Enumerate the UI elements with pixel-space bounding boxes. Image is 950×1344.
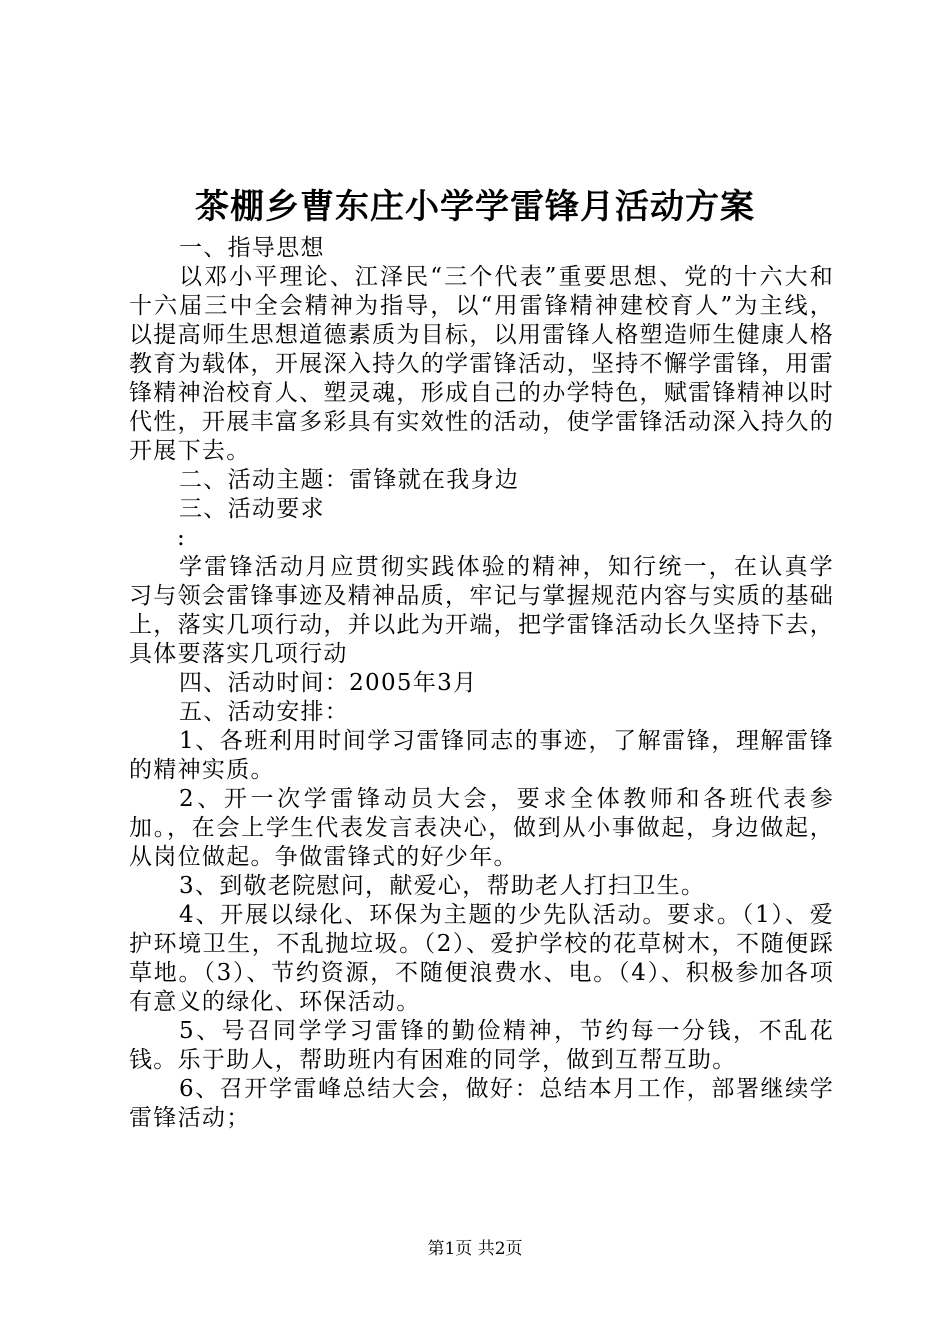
list-item: 3、到敬老院慰问，献爱心，帮助老人打扫卫生。 bbox=[179, 873, 706, 899]
document-title: 茶棚乡曹东庄小学学雷锋月活动方案 bbox=[195, 187, 755, 227]
paragraph-requirements: 学雷锋活动月应贯彻实践体验的精神，知行统一，在认真学习与领会雷锋事迹及精神品质，牢记与掌握规范内容与实质的基础上，落实几项行动，并以此为开端，把学雷锋活动长久坚持下去，具体要落实几项行动 bbox=[129, 554, 834, 667]
document-body bbox=[129, 234, 834, 1133]
section-heading-theme: 二、活动主题：雷锋就在我身边 bbox=[179, 467, 520, 493]
section-heading-time: 四、活动时间：2005年3月 bbox=[179, 670, 478, 696]
list-item: 1、各班利用时间学习雷锋同志的事迹，了解雷锋，理解雷锋的精神实质。 bbox=[129, 728, 834, 783]
list-item: 2、开一次学雷锋动员大会，要求全体教师和各班代表参加。，在会上学生代表发言表决心，做到从小事做起，身边做起，从岗位做起。争做雷锋式的好少年。 bbox=[129, 786, 834, 870]
stray-colon: : bbox=[177, 525, 187, 551]
section-heading-guiding-thought: 一、指导思想 bbox=[179, 235, 325, 261]
list-item: 5、号召同学学习雷锋的勤俭精神，节约每一分钱，不乱花钱。乐于助人，帮助班内有困难的同学，做到互帮互助。 bbox=[129, 1018, 834, 1073]
list-item: 4、开展以绿化、环保为主题的少先队活动。要求。（1）、爱护环境卫生，不乱抛垃圾。（2）、爱护学校的花草树木，不随便踩草地。（3）、节约资源，不随便浪费水、电。（4）、积极参加各项有意义的绿化、环保活动。 bbox=[129, 902, 834, 1015]
section-heading-arrangement: 五、活动安排： bbox=[179, 699, 350, 725]
page-number-footer: 第1页 共2页 bbox=[427, 1239, 523, 1259]
list-item: 6、召开学雷峰总结大会，做好：总结本月工作，部署继续学雷锋活动； bbox=[129, 1076, 834, 1131]
paragraph-guiding-thought: 以邓小平理论、江泽民“三个代表”重要思想、党的十六大和十六届三中全会精神为指导，以“用雷锋精神建校育人”为主线，以提高师生思想道德素质为目标，以用雷锋人格塑造师生健康人格教育为载体，开展深入持久的学雷锋活动，坚持不懈学雷锋，用雷锋精神治校育人、塑灵魂，形成自己的办学特色，赋雷锋精神以时代性，开展丰富多彩具有实效性的活动，使学雷锋活动深入持久的开展下去。 bbox=[129, 264, 834, 464]
section-heading-requirements: 三、活动要求 bbox=[179, 496, 325, 522]
